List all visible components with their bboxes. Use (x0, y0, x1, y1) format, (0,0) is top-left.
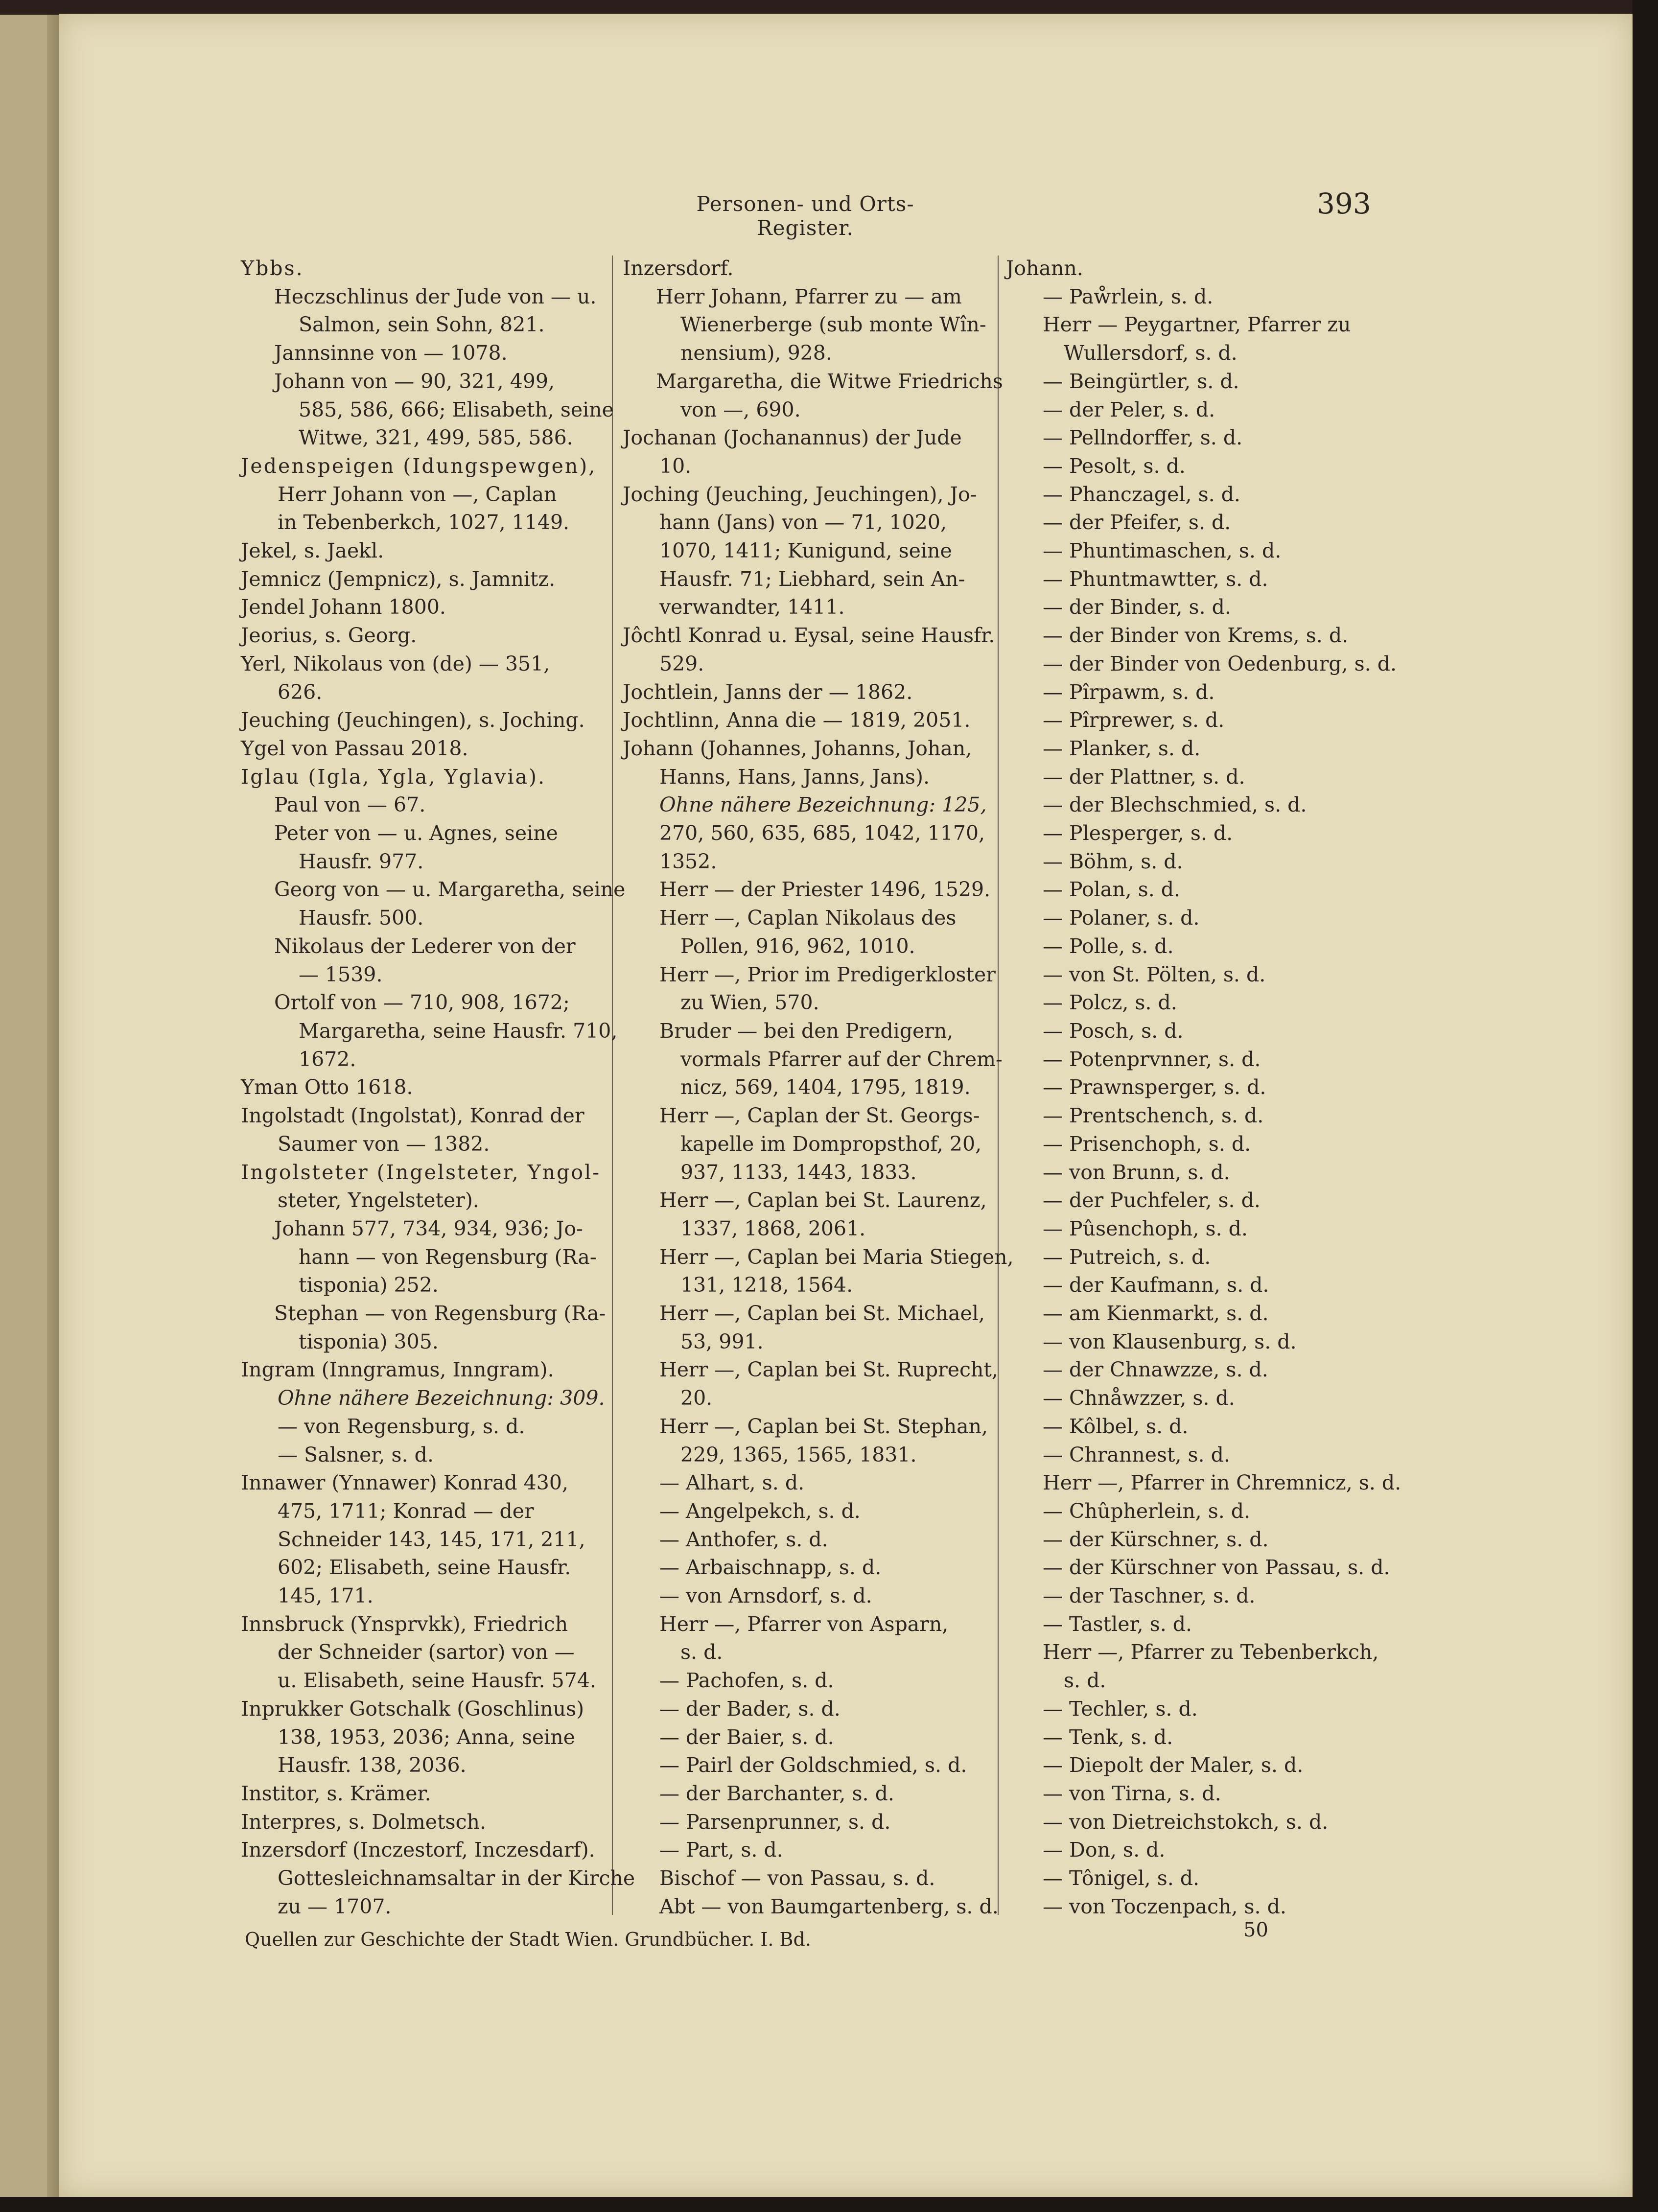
index-entry: — Diepolt der Maler, s. d. (1043, 1753, 1304, 1777)
index-entry: 53, 991. (680, 1329, 764, 1353)
index-entry: Heczschlinus der Jude von — u. (274, 284, 597, 308)
index-entry: Innawer (Ynnawer) Konrad 430, (241, 1471, 568, 1495)
index-entry: Peter von — u. Agnes, seine (274, 821, 558, 845)
index-entry: 10. (659, 454, 692, 478)
index-entry: — Prisenchoph, s. d. (1043, 1132, 1251, 1156)
index-entry: von —, 690. (680, 397, 801, 421)
index-entry: Johann. (1006, 256, 1083, 280)
index-entry: Abt — von Baumgartenberg, s. d. (659, 1894, 999, 1918)
index-entry: — Chûpherlein, s. d. (1043, 1499, 1251, 1523)
index-entry: Nikolaus der Lederer von der (274, 934, 576, 958)
index-entry: Paul von — 67. (274, 793, 426, 817)
index-entry: 229, 1365, 1565, 1831. (680, 1443, 917, 1467)
index-entry: 131, 1218, 1564. (680, 1273, 853, 1297)
index-entry: — Don, s. d. (1043, 1838, 1166, 1862)
index-entry: Johann von — 90, 321, 499, (274, 369, 555, 393)
scan-bottom-edge (0, 2197, 1658, 2212)
index-entry: Johann (Johannes, Johanns, Johan, (623, 736, 972, 760)
index-entry: 1070, 1411; Kunigund, seine (659, 539, 952, 563)
index-entry: — der Kaufmann, s. d. (1043, 1273, 1269, 1297)
index-entry: Ygel von Passau 2018. (241, 736, 468, 760)
index-entry: Margaretha, seine Hausfr. 710, (299, 1019, 618, 1043)
index-entry: Margaretha, die Witwe Friedrichs (656, 369, 1003, 393)
index-entry: 585, 586, 666; Elisabeth, seine (299, 397, 614, 421)
index-entry: Hausfr. 71; Liebhard, sein An- (659, 567, 965, 591)
index-entry: — Planker, s. d. (1043, 736, 1201, 760)
index-entry: — Polaner, s. d. (1043, 906, 1200, 930)
running-header: Personen- und Orts-Register. (696, 192, 914, 240)
index-entry: Herr —, Pfarrer zu Tebenberkch, (1043, 1640, 1379, 1664)
index-entry: Herr —, Caplan bei Maria Stiegen, (659, 1245, 1014, 1269)
index-entry: Inzersdorf (Inczestorf, Inczesdarf). (241, 1838, 595, 1862)
index-entry: Jendel Johann 1800. (241, 595, 446, 619)
index-entry: — Parsenprunner, s. d. (659, 1810, 891, 1834)
index-entry: Ortolf von — 710, 908, 1672; (274, 991, 570, 1015)
index-entry: — Polan, s. d. (1043, 878, 1181, 902)
index-entry: — der Pfeifer, s. d. (1043, 511, 1231, 535)
index-entry: — der Plattner, s. d. (1043, 765, 1245, 789)
index-entry: 1337, 1868, 2061. (680, 1216, 866, 1240)
index-entry: Herr —, Pfarrer von Asparn, (659, 1612, 949, 1636)
index-entry: zu Wien, 570. (680, 991, 819, 1015)
index-entry: — Kôlbel, s. d. (1043, 1414, 1189, 1438)
index-entry: — Beingürtler, s. d. (1043, 369, 1239, 393)
index-entry: 529. (659, 652, 704, 675)
index-entry: — der Puchfeler, s. d. (1043, 1188, 1261, 1212)
index-entry: Salmon, sein Sohn, 821. (299, 313, 545, 337)
index-entry: — der Blechschmied, s. d. (1043, 793, 1307, 817)
index-entry: Schneider 143, 145, 171, 211, (278, 1527, 585, 1551)
index-entry: 1352. (659, 849, 717, 873)
index-entry: Herr — Peygartner, Pfarrer zu (1043, 313, 1351, 337)
index-entry: 145, 171. (278, 1584, 374, 1608)
index-entry: — Polle, s. d. (1043, 934, 1174, 958)
index-entry: — von Regensburg, s. d. (278, 1414, 525, 1438)
index-entry: 602; Elisabeth, seine Hausfr. (278, 1556, 571, 1580)
index-entry: — der Taschner, s. d. (1043, 1584, 1256, 1608)
index-entry: Jochtlein, Janns der — 1862. (623, 680, 913, 704)
index-entry: — Anthofer, s. d. (659, 1527, 828, 1551)
index-entry: Herr —, Caplan Nikolaus des (659, 906, 957, 930)
index-entry: — Prawnsperger, s. d. (1043, 1075, 1266, 1099)
index-entry: Herr — der Priester 1496, 1529. (659, 878, 991, 902)
index-entry: — Prentschench, s. d. (1043, 1104, 1264, 1128)
index-entry: vormals Pfarrer auf der Chrem- (680, 1047, 1003, 1071)
index-entry: — der Binder, s. d. (1043, 595, 1231, 619)
index-entry: — am Kienmarkt, s. d. (1043, 1302, 1269, 1326)
index-entry: Herr —, Pfarrer in Chremnicz, s. d. (1043, 1471, 1401, 1495)
index-entry: Herr —, Caplan bei St. Laurenz, (659, 1188, 987, 1212)
column-rule-1 (612, 256, 613, 1915)
index-entry: Ybbs. (241, 256, 304, 280)
index-entry: — der Bader, s. d. (659, 1697, 841, 1721)
index-entry: — Pîrpawm, s. d. (1043, 680, 1215, 704)
index-entry: 1672. (299, 1047, 356, 1071)
index-entry: Yerl, Nikolaus von (de) — 351, (241, 652, 550, 675)
index-entry: — Plesperger, s. d. (1043, 821, 1233, 845)
index-entry: Joching (Jeuching, Jeuchingen), Jo- (623, 482, 977, 506)
index-entry: Ohne nähere Bezeichnung: 309. (278, 1386, 605, 1410)
page-number: 393 (1317, 187, 1371, 220)
index-entry: Wienerberge (sub monte Wîn- (680, 313, 986, 337)
index-entry: — Phuntimaschen, s. d. (1043, 539, 1282, 563)
index-entry: Stephan — von Regensburg (Ra- (274, 1302, 606, 1326)
index-entry: tisponia) 252. (299, 1273, 439, 1297)
index-entry: Wullersdorf, s. d. (1064, 341, 1238, 365)
index-entry: Herr —, Caplan der St. Georgs- (659, 1104, 980, 1128)
index-entry: — Tastler, s. d. (1043, 1612, 1192, 1636)
index-entry: Ohne nähere Bezeichnung: 125, (659, 793, 987, 817)
index-entry: — von Tirna, s. d. (1043, 1781, 1221, 1805)
index-entry: — der Binder von Krems, s. d. (1043, 624, 1349, 648)
scan-right-edge (1633, 0, 1658, 2212)
index-entry: Inprukker Gotschalk (Goschlinus) (241, 1697, 584, 1721)
index-entry: — von St. Pölten, s. d. (1043, 962, 1266, 986)
index-entry: Jôchtl Konrad u. Eysal, seine Hausfr. (623, 624, 995, 648)
index-entry: — der Kürschner von Passau, s. d. (1043, 1556, 1390, 1580)
index-entry: in Tebenberkch, 1027, 1149. (278, 511, 570, 535)
index-entry: der Schneider (sartor) von — (278, 1640, 575, 1664)
index-entry: Herr —, Caplan bei St. Stephan, (659, 1414, 988, 1438)
index-entry: Johann 577, 734, 934, 936; Jo- (274, 1216, 583, 1240)
index-entry: s. d. (680, 1640, 723, 1664)
index-entry: 20. (680, 1386, 713, 1410)
index-entry: — Phanczagel, s. d. (1043, 482, 1240, 506)
index-entry: Witwe, 321, 499, 585, 586. (299, 426, 573, 450)
index-entry: — von Dietreichstokch, s. d. (1043, 1810, 1329, 1834)
index-entry: Yman Otto 1618. (241, 1075, 413, 1099)
index-entry: s. d. (1064, 1669, 1106, 1693)
index-entry: — Putreich, s. d. (1043, 1245, 1211, 1269)
index-entry: Gottesleichnamsaltar in der Kirche (278, 1866, 635, 1890)
index-entry: — Part, s. d. (659, 1838, 783, 1862)
index-entry: — 1539. (299, 962, 383, 986)
index-entry: u. Elisabeth, seine Hausfr. 574. (278, 1669, 596, 1693)
index-entry: — von Toczenpach, s. d. (1043, 1894, 1286, 1918)
index-entry: — Posch, s. d. (1043, 1019, 1184, 1043)
index-entry: Georg von — u. Margaretha, seine (274, 878, 626, 902)
index-entry: — der Kürschner, s. d. (1043, 1527, 1269, 1551)
index-entry: — Polcz, s. d. (1043, 991, 1177, 1015)
index-entry: nensium), 928. (680, 341, 832, 365)
column-rule-2 (998, 256, 999, 1915)
index-entry: 475, 1711; Konrad — der (278, 1499, 534, 1523)
index-entry: — der Baier, s. d. (659, 1725, 834, 1749)
index-entry: 626. (278, 680, 323, 704)
index-entry: — Chrannest, s. d. (1043, 1443, 1230, 1467)
index-entry: — Pîrprewer, s. d. (1043, 708, 1225, 732)
index-entry: Innsbruck (Ynsprvkk), Friedrich (241, 1612, 568, 1636)
index-entry: Herr —, Caplan bei St. Michael, (659, 1302, 985, 1326)
index-entry: — Salsner, s. d. (278, 1443, 434, 1467)
index-entry: Pollen, 916, 962, 1010. (680, 934, 915, 958)
index-entry: — der Chnawzze, s. d. (1043, 1358, 1268, 1382)
index-entry: kapelle im Dompropsthof, 20, (680, 1132, 982, 1156)
index-entry: — Pûsenchoph, s. d. (1043, 1216, 1248, 1240)
index-entry: Herr —, Caplan bei St. Ruprecht, (659, 1358, 998, 1382)
index-entry: 138, 1953, 2036; Anna, seine (278, 1725, 575, 1749)
index-entry: Jochanan (Jochanannus) der Jude (623, 426, 962, 450)
index-entry: — von Arnsdorf, s. d. (659, 1584, 872, 1608)
index-entry: verwandter, 1411. (659, 595, 845, 619)
index-entry: — Pesolt, s. d. (1043, 454, 1186, 478)
index-entry: Ingolsteter (Ingelsteter, Yngol- (241, 1160, 601, 1184)
index-entry: tisponia) 305. (299, 1329, 439, 1353)
index-entry: — Pachofen, s. d. (659, 1669, 834, 1693)
index-entry: Bischof — von Passau, s. d. (659, 1866, 935, 1890)
index-column-2 (623, 255, 1014, 1921)
index-entry: — der Binder von Oedenburg, s. d. (1043, 652, 1397, 675)
index-entry: Herr Johann von —, Caplan (278, 482, 557, 506)
index-entry: — Angelpekch, s. d. (659, 1499, 861, 1523)
index-entry: Jekel, s. Jaekl. (241, 539, 384, 563)
index-entry: 937, 1133, 1443, 1833. (680, 1160, 917, 1184)
index-entry: — Chnåwzzer, s. d. (1043, 1386, 1235, 1410)
index-entry: — Alhart, s. d. (659, 1471, 805, 1495)
index-entry: — Pellndorffer, s. d. (1043, 426, 1243, 450)
index-entry: hann — von Regensburg (Ra- (299, 1245, 597, 1269)
index-entry: Iglau (Igla, Ygla, Yglavia). (241, 765, 546, 789)
index-entry: Bruder — bei den Predigern, (659, 1019, 954, 1043)
index-entry: Jedenspeigen (Idungspewgen), (241, 454, 597, 478)
index-entry: Jemnicz (Jempnicz), s. Jamnitz. (241, 567, 556, 591)
index-entry: Interpres, s. Dolmetsch. (241, 1810, 486, 1834)
index-entry: zu — 1707. (278, 1894, 392, 1918)
index-entry: Saumer von — 1382. (278, 1132, 490, 1156)
index-entry: Jeuching (Jeuchingen), s. Joching. (241, 708, 585, 732)
index-entry: nicz, 569, 1404, 1795, 1819. (680, 1075, 971, 1099)
footer-source: Quellen zur Geschichte der Stadt Wien. Grundbücher. I. Bd. (245, 1929, 811, 1950)
index-entry: Hanns, Hans, Janns, Jans). (659, 765, 930, 789)
index-entry: Herr —, Prior im Predigerkloster (659, 962, 996, 986)
index-entry: Ingram (Inngramus, Inngram). (241, 1358, 554, 1382)
index-entry: Institor, s. Krämer. (241, 1781, 431, 1805)
index-entry: Inzersdorf. (623, 256, 734, 280)
index-entry: — Böhm, s. d. (1043, 849, 1183, 873)
index-entry: 270, 560, 635, 685, 1042, 1170, (659, 821, 985, 845)
index-entry: steter, Yngelsteter). (278, 1188, 479, 1212)
index-entry: Hausfr. 500. (299, 906, 424, 930)
index-entry: Jannsinne von — 1078. (274, 341, 508, 365)
index-column-1 (241, 255, 635, 1921)
index-entry: — Techler, s. d. (1043, 1697, 1198, 1721)
index-column-3 (1006, 255, 1401, 1921)
index-entry: — der Peler, s. d. (1043, 397, 1215, 421)
index-entry: — der Barchanter, s. d. (659, 1781, 894, 1805)
index-entry: hann (Jans) von — 71, 1020, (659, 511, 947, 535)
index-entry: — Potenprvnner, s. d. (1043, 1047, 1261, 1071)
scan-top-edge (0, 0, 1658, 15)
index-entry: Jeorius, s. Georg. (241, 624, 417, 648)
index-entry: — Tônigel, s. d. (1043, 1866, 1200, 1890)
index-entry: — Pairl der Goldschmied, s. d. (659, 1753, 967, 1777)
index-entry: — Paẘrlein, s. d. (1043, 284, 1214, 308)
index-entry: Hausfr. 138, 2036. (278, 1753, 467, 1777)
signature-mark: 50 (1243, 1919, 1268, 1941)
index-entry: Ingolstadt (Ingolstat), Konrad der (241, 1104, 584, 1128)
index-entry: — Tenk, s. d. (1043, 1725, 1173, 1749)
index-entry: Jochtlinn, Anna die — 1819, 2051. (623, 708, 971, 732)
index-entry: — von Klausenburg, s. d. (1043, 1329, 1297, 1353)
index-entry: Herr Johann, Pfarrer zu — am (656, 284, 962, 308)
index-entry: — von Brunn, s. d. (1043, 1160, 1230, 1184)
index-entry: — Phuntmawtter, s. d. (1043, 567, 1268, 591)
index-entry: — Arbaischnapp, s. d. (659, 1556, 882, 1580)
index-entry: Hausfr. 977. (299, 849, 424, 873)
